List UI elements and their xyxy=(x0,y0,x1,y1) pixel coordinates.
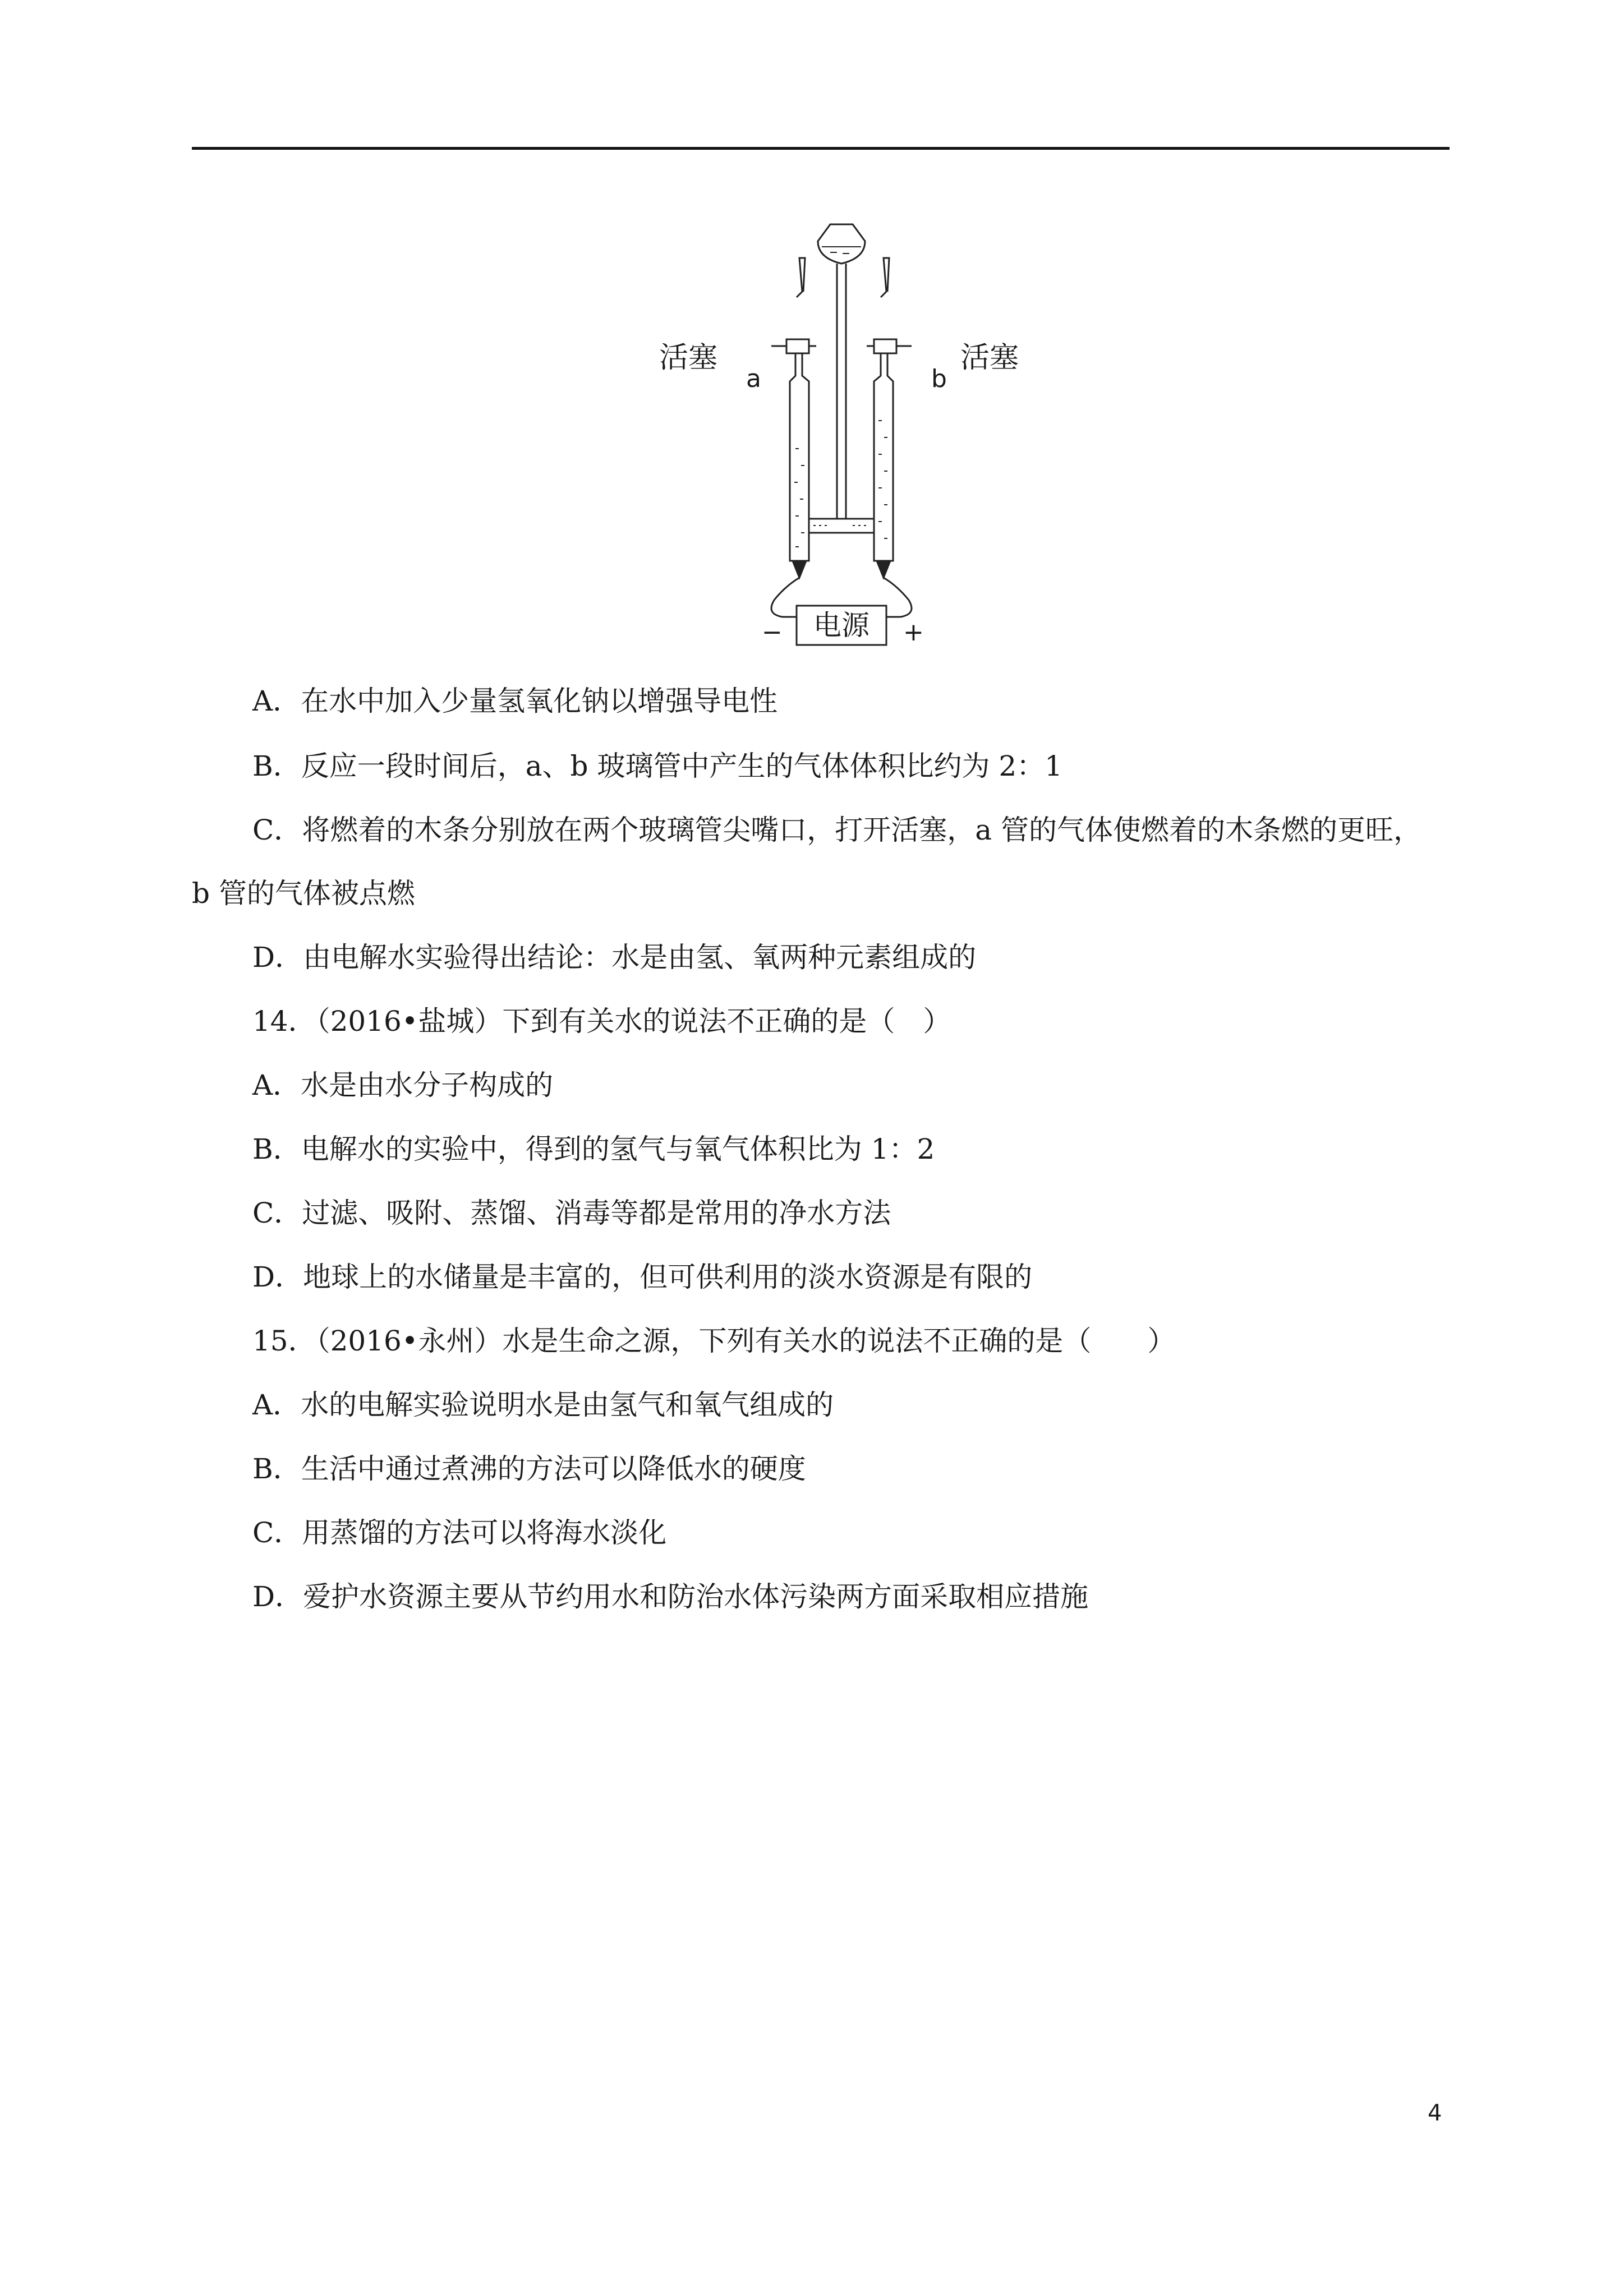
page-number: 4 xyxy=(1428,2100,1442,2126)
q15-option-a: A．水的电解实验说明水是由氢气和氧气组成的 xyxy=(252,1389,834,1421)
tube-a xyxy=(771,258,816,578)
q13-option-c-line1: C．将燃着的木条分别放在两个玻璃管尖嘴口，打开活塞，a 管的气体使燃着的木条燃的更旺， xyxy=(252,814,1421,846)
q14-option-b: B．电解水的实验中，得到的氢气与氧气体积比为 1：2 xyxy=(252,1133,935,1165)
q14-stem: 14．（2016•盐城）下到有关水的说法不正确的是（ ） xyxy=(252,1005,951,1038)
electrolysis-apparatus-figure xyxy=(659,213,1021,651)
tube-b xyxy=(867,258,912,578)
power-supply-label: 电源 xyxy=(813,609,869,642)
q13-option-a: A．在水中加入少量氢氧化钠以增强导电性 xyxy=(252,685,778,717)
q15-stem: 15．（2016•永州）水是生命之源，下列有关水的说法不正确的是（ ） xyxy=(252,1325,1176,1357)
positive-terminal: + xyxy=(903,618,924,647)
q15-option-b: B．生活中通过煮沸的方法可以降低水的硬度 xyxy=(252,1453,806,1485)
q14-option-d: D．地球上的水储量是丰富的，但可供利用的淡水资源是有限的 xyxy=(252,1261,1033,1293)
q13-option-d: D．由电解水实验得出结论：水是由氢、氧两种元素组成的 xyxy=(252,941,977,974)
q14-option-c: C．过滤、吸附、蒸馏、消毒等都是常用的净水方法 xyxy=(252,1197,891,1229)
wire-left xyxy=(771,578,799,617)
q13-option-b: B．反应一段时间后，a、b 玻璃管中产生的气体体积比约为 2：1 xyxy=(252,750,1062,782)
connecting-tube xyxy=(809,519,874,533)
tube-b-label: b xyxy=(931,365,947,393)
q13-option-c-line2: b 管的气体被点燃 xyxy=(192,877,415,910)
wire-right xyxy=(884,578,912,617)
q15-option-d: D．爱护水资源主要从节约用水和防治水体污染两方面采取相应措施 xyxy=(252,1580,1089,1613)
negative-terminal: − xyxy=(762,618,783,647)
funnel-icon xyxy=(818,224,865,519)
tube-a-label: a xyxy=(746,365,761,393)
q15-option-c: C．用蒸馏的方法可以将海水淡化 xyxy=(252,1516,667,1549)
header-rule xyxy=(192,147,1450,150)
q14-option-a: A．水是由水分子构成的 xyxy=(252,1069,554,1101)
stopcock-right-label: 活塞 xyxy=(960,341,1019,375)
stopcock-left-label: 活塞 xyxy=(659,341,718,375)
